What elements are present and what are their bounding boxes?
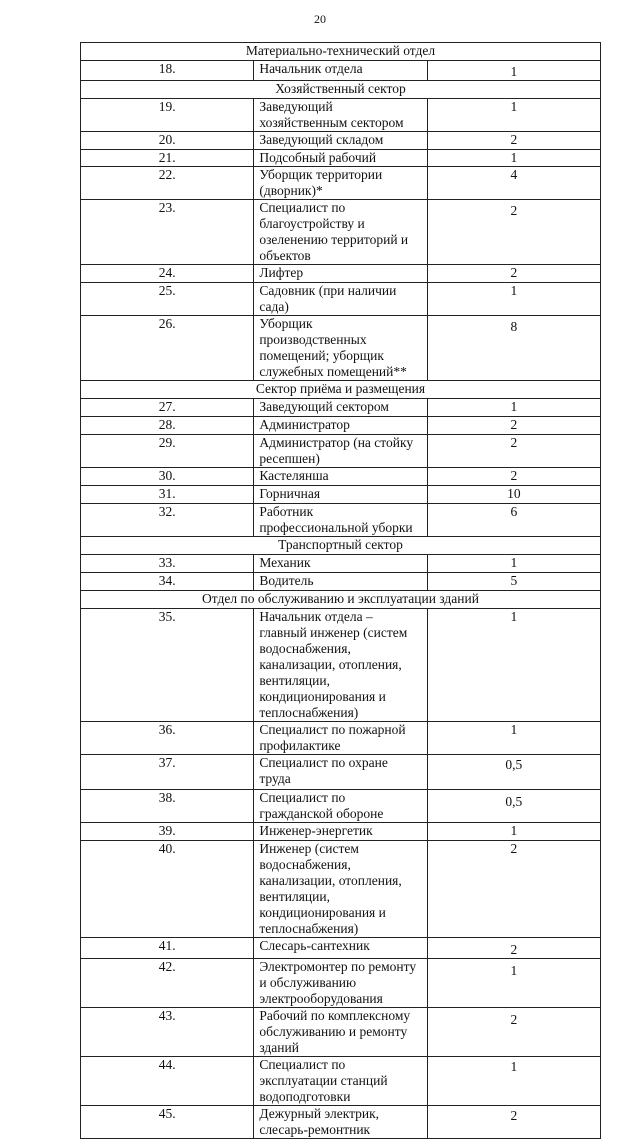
- page-number: 20: [314, 12, 326, 26]
- row-number: 25.: [81, 283, 254, 316]
- position-name: Специалист по эксплуатации станций водоподготовки: [254, 1057, 427, 1106]
- row-number: 28.: [81, 417, 254, 435]
- position-quantity-cell: [427, 959, 600, 1008]
- position-row: [81, 99, 601, 132]
- row-number: 40.: [81, 841, 254, 938]
- position-row: [81, 959, 601, 1008]
- position-row: [81, 486, 601, 504]
- position-row: [81, 555, 601, 573]
- staffing-table: [80, 42, 601, 1139]
- position-quantity: 2: [510, 1012, 518, 1027]
- position-name: Администратор (на стойку ресепшен): [254, 435, 427, 468]
- position-row: [81, 167, 601, 200]
- position-name: Специалист по охране труда: [254, 755, 427, 790]
- position-row: [81, 722, 601, 755]
- position-name: Водитель: [254, 573, 427, 591]
- position-quantity: 0,5: [505, 794, 523, 809]
- position-row: [81, 132, 601, 150]
- row-number: 22.: [81, 167, 254, 200]
- position-name: Подсобный рабочий: [254, 150, 427, 167]
- section-header-row: [81, 81, 601, 99]
- row-number: 38.: [81, 790, 254, 823]
- section-header-row: [81, 43, 601, 61]
- section-header-row: [81, 537, 601, 555]
- row-number: 23.: [81, 200, 254, 265]
- position-quantity-cell: [427, 555, 600, 573]
- position-quantity-cell: [427, 132, 600, 150]
- row-number: 41.: [81, 938, 254, 959]
- position-quantity: 2: [510, 203, 518, 218]
- position-quantity: 2: [510, 1108, 518, 1123]
- position-quantity: 2: [510, 132, 518, 147]
- row-number: 30.: [81, 468, 254, 486]
- position-quantity-cell: [427, 1008, 600, 1057]
- position-row: [81, 1106, 601, 1139]
- position-row: [81, 435, 601, 468]
- position-quantity: 1: [510, 283, 518, 298]
- position-quantity: 1: [510, 150, 518, 165]
- position-quantity-cell: [427, 722, 600, 755]
- position-row: [81, 200, 601, 265]
- position-quantity-cell: [427, 790, 600, 823]
- row-number: 18.: [81, 61, 254, 81]
- row-number: 31.: [81, 486, 254, 504]
- row-number: 35.: [81, 609, 254, 722]
- position-quantity-cell: [427, 61, 600, 81]
- position-name: Администратор: [254, 417, 427, 435]
- staffing-table-body: [81, 43, 601, 1139]
- position-quantity-cell: [427, 265, 600, 283]
- position-name: Инженер (систем водоснабжения, канализации, отопления, вентиляции, кондиционирования и теплоснабжения): [254, 841, 427, 938]
- row-number: 44.: [81, 1057, 254, 1106]
- position-name: Уборщик территории (дворник)*: [254, 167, 427, 200]
- position-quantity-cell: [427, 504, 600, 537]
- position-quantity-cell: [427, 399, 600, 417]
- position-name: Специалист по пожарной профилактике: [254, 722, 427, 755]
- position-name: Рабочий по комплексному обслуживанию и ремонту зданий: [254, 1008, 427, 1057]
- position-row: [81, 573, 601, 591]
- position-name: Лифтер: [254, 265, 427, 283]
- position-name: Электромонтер по ремонту и обслуживанию электрооборудования: [254, 959, 427, 1008]
- position-quantity: 2: [510, 942, 518, 957]
- section-title: Отдел по обслуживанию и эксплуатации зданий: [81, 591, 601, 609]
- row-number: 29.: [81, 435, 254, 468]
- position-quantity-cell: [427, 99, 600, 132]
- position-quantity-cell: [427, 316, 600, 381]
- position-quantity-cell: [427, 167, 600, 200]
- position-quantity-cell: [427, 841, 600, 938]
- position-quantity: 1: [510, 1059, 518, 1074]
- position-quantity: 1: [510, 963, 518, 978]
- position-row: [81, 150, 601, 167]
- row-number: 36.: [81, 722, 254, 755]
- position-row: [81, 399, 601, 417]
- position-name: Заведующий хозяйственным сектором: [254, 99, 427, 132]
- position-quantity-cell: [427, 938, 600, 959]
- position-quantity: 1: [510, 399, 518, 414]
- position-row: [81, 265, 601, 283]
- position-quantity-cell: [427, 486, 600, 504]
- row-number: 45.: [81, 1106, 254, 1139]
- position-quantity: 1: [510, 609, 518, 624]
- position-quantity: 2: [510, 417, 518, 432]
- row-number: 34.: [81, 573, 254, 591]
- row-number: 39.: [81, 823, 254, 841]
- position-quantity-cell: [427, 468, 600, 486]
- position-quantity-cell: [427, 1057, 600, 1106]
- row-number: 37.: [81, 755, 254, 790]
- position-name: Инженер-энергетик: [254, 823, 427, 841]
- position-quantity: 6: [510, 504, 518, 519]
- position-name: Специалист по гражданской обороне: [254, 790, 427, 823]
- position-row: [81, 283, 601, 316]
- position-quantity-cell: [427, 150, 600, 167]
- row-number: 26.: [81, 316, 254, 381]
- position-row: [81, 841, 601, 938]
- position-quantity: 2: [510, 841, 518, 856]
- position-quantity: 1: [510, 555, 518, 570]
- position-name: Дежурный электрик, слесарь-ремонтник: [254, 1106, 427, 1139]
- position-quantity: 2: [510, 265, 518, 280]
- position-quantity-cell: [427, 823, 600, 841]
- position-quantity-cell: [427, 417, 600, 435]
- row-number: 42.: [81, 959, 254, 1008]
- position-row: [81, 1008, 601, 1057]
- position-quantity-cell: [427, 1106, 600, 1139]
- row-number: 32.: [81, 504, 254, 537]
- position-quantity-cell: [427, 609, 600, 722]
- row-number: 43.: [81, 1008, 254, 1057]
- position-name: Работник профессиональной уборки: [254, 504, 427, 537]
- position-name: Уборщик производственных помещений; уборщик служебных помещений**: [254, 316, 427, 381]
- position-quantity: 8: [510, 319, 518, 334]
- position-row: [81, 316, 601, 381]
- position-quantity: 5: [510, 573, 518, 588]
- position-quantity-cell: [427, 200, 600, 265]
- position-row: [81, 61, 601, 81]
- position-quantity: 2: [510, 468, 518, 483]
- position-row: [81, 417, 601, 435]
- position-quantity: 1: [510, 823, 518, 838]
- position-quantity: 0,5: [505, 757, 523, 772]
- position-row: [81, 938, 601, 959]
- position-row: [81, 609, 601, 722]
- position-name: Начальник отдела – главный инженер (систем водоснабжения, канализации, отопления, вентиляции, кондиционирования и теплоснабжения): [254, 609, 427, 722]
- section-header-row: [81, 591, 601, 609]
- section-header-row: [81, 381, 601, 399]
- position-quantity: 4: [510, 167, 518, 182]
- position-name: Садовник (при наличии сада): [254, 283, 427, 316]
- row-number: 20.: [81, 132, 254, 150]
- section-title: Материально-технический отдел: [81, 43, 601, 61]
- position-name: Слесарь-сантехник: [254, 938, 427, 959]
- position-quantity-cell: [427, 435, 600, 468]
- position-quantity: 1: [510, 722, 518, 737]
- position-name: Начальник отдела: [254, 61, 427, 81]
- row-number: 24.: [81, 265, 254, 283]
- position-row: [81, 755, 601, 790]
- position-row: [81, 790, 601, 823]
- position-row: [81, 468, 601, 486]
- position-name: Специалист по благоустройству и озеленению территорий и объектов: [254, 200, 427, 265]
- position-quantity: 2: [510, 435, 518, 450]
- position-quantity: 1: [510, 99, 518, 114]
- position-quantity-cell: [427, 755, 600, 790]
- position-name: Заведующий сектором: [254, 399, 427, 417]
- position-name: Горничная: [254, 486, 427, 504]
- section-title: Транспортный сектор: [81, 537, 601, 555]
- section-title: Хозяйственный сектор: [81, 81, 601, 99]
- position-quantity: 1: [510, 64, 518, 79]
- position-name: Механик: [254, 555, 427, 573]
- position-quantity: 10: [507, 486, 521, 501]
- position-row: [81, 504, 601, 537]
- row-number: 33.: [81, 555, 254, 573]
- section-title: Сектор приёма и размещения: [81, 381, 601, 399]
- position-quantity-cell: [427, 573, 600, 591]
- position-name: Заведующий складом: [254, 132, 427, 150]
- row-number: 27.: [81, 399, 254, 417]
- row-number: 21.: [81, 150, 254, 167]
- position-quantity-cell: [427, 283, 600, 316]
- position-row: [81, 1057, 601, 1106]
- position-row: [81, 823, 601, 841]
- row-number: 19.: [81, 99, 254, 132]
- position-name: Кастелянша: [254, 468, 427, 486]
